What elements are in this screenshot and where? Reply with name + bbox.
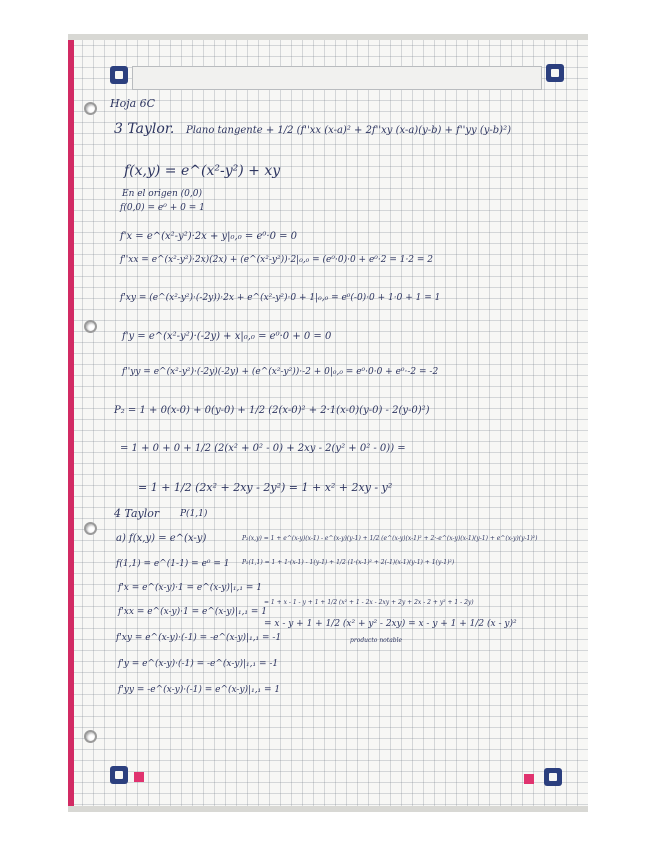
- corner-marker-bottom-right: [544, 768, 562, 786]
- derivative-fxx-4: f'xx = e^(x-y)·1 = e^(x-y)|₁,₁ = 1: [118, 607, 268, 617]
- binder-hole: [84, 522, 97, 535]
- page-bottom-edge: [68, 806, 588, 812]
- page-header-box: [132, 66, 542, 90]
- binder-hole: [84, 320, 97, 333]
- p2-line-1: P₂ = 1 + 0(x-0) + 0(y-0) + 1/2 (2(x-0)² + 2·1(x-0)(y-0) - 2(y-0)²): [114, 405, 430, 416]
- function-definition: f(x,y) = e^(x²-y²) + xy: [124, 163, 281, 179]
- function-definition-4a: a) f(x,y) = e^(x-y): [116, 533, 207, 544]
- binder-hole: [84, 730, 97, 743]
- section-4-heading: 4 Taylor: [114, 507, 160, 520]
- pink-marker-right: [524, 774, 534, 784]
- derivative-fy-4: f'y = e^(x-y)·(-1) = -e^(x-y)|₁,₁ = -1: [118, 659, 279, 669]
- p2-general: P₂(x,y) = 1 + e^(x-y)(x-1) - e^(x-y)(y-1) + 1/2 (e^(x-y)(x-1)² + 2·-e^(x-y)(x-1)(y-1) + e^(x-y)(y-1)²): [242, 535, 538, 542]
- section-3-heading: 3 Taylor.: [114, 121, 175, 137]
- taylor-formula: Plano tangente + 1/2 (f''xx (x-a)² + 2f''xy (x-a)(y-b) + f''yy (y-b)²): [186, 125, 511, 136]
- pink-marker-left: [134, 772, 144, 782]
- origin-note: En el origen (0,0): [122, 189, 202, 199]
- p2-line-2: = 1 + 0 + 0 + 1/2 (2(x² + 0² - 0) + 2xy - 2(y² + 0² - 0)) =: [120, 443, 406, 454]
- derivative-fyy-4: f'yy = -e^(x-y)·(-1) = e^(x-y)|₁,₁ = 1: [118, 685, 281, 695]
- corner-marker-top-right: [546, 64, 564, 82]
- page-top-edge: [68, 34, 588, 40]
- derivative-fxx: f''xx = e^(x²-y²)·2x)(2x) + (e^(x²-y²))·2|₀,₀ = (e⁰·0)·0 + e⁰·2 = 1·2 = 2: [120, 255, 434, 265]
- function-value-point: f(1,1) = e^(1-1) = e⁰ = 1: [116, 559, 230, 569]
- derivative-fx: f'x = e^(x²-y²)·2x + y|₀,₀ = e⁰·0 = 0: [120, 231, 298, 242]
- p2-substituted: P₂(1,1) = 1 + 1·(x-1) - 1(y-1) + 1/2 (1·(x-1)² + 2(-1)(x-1)(y-1) + 1(y-1)²): [242, 559, 455, 566]
- binder-hole: [84, 102, 97, 115]
- function-value-origin: f(0,0) = e⁰ + 0 = 1: [120, 203, 205, 213]
- derivative-fxy-4: f'xy = e^(x-y)·(-1) = -e^(x-y)|₁,₁ = -1: [116, 633, 282, 643]
- derivative-fy: f'y = e^(x²-y²)·(-2y) + x|₀,₀ = e⁰·0 + 0 = 0: [122, 331, 332, 342]
- section-4-point: P(1,1): [180, 509, 208, 519]
- derivative-fyy: f''yy = e^(x²-y²)·(-2y)(-2y) + (e^(x²-y²))·-2 + 0|₀,₀ = e⁰·0·0 + e⁰·-2 = -2: [122, 367, 439, 377]
- p2-step-1: = 1 + x - 1 - y + 1 + 1/2 (x² + 1 - 2x - 2xy + 2y + 2x - 2 + y² + 1 - 2y): [264, 599, 474, 606]
- page-title: Hoja 6C: [110, 97, 156, 110]
- notebook-page: [68, 34, 588, 812]
- corner-marker-top-left: [110, 66, 128, 84]
- corner-marker-bottom-left: [110, 766, 128, 784]
- p2-line-3: = 1 + 1/2 (2x² + 2xy - 2y²) = 1 + x² + 2xy - y²: [138, 481, 393, 494]
- p2-step-2: = x - y + 1 + 1/2 (x² + y² - 2xy) = x - y + 1 + 1/2 (x - y)²: [264, 619, 517, 629]
- page-left-margin: [68, 34, 74, 812]
- note-producto-notable: producto notable: [350, 637, 403, 644]
- derivative-fxy: f'xy = (e^(x²-y²)·(-2y))·2x + e^(x²-y²)·0 + 1|₀,₀ = e⁰(-0)·0 + 1·0 + 1 = 1: [120, 293, 441, 303]
- derivative-fx-4: f'x = e^(x-y)·1 = e^(x-y)|₁,₁ = 1: [118, 583, 262, 593]
